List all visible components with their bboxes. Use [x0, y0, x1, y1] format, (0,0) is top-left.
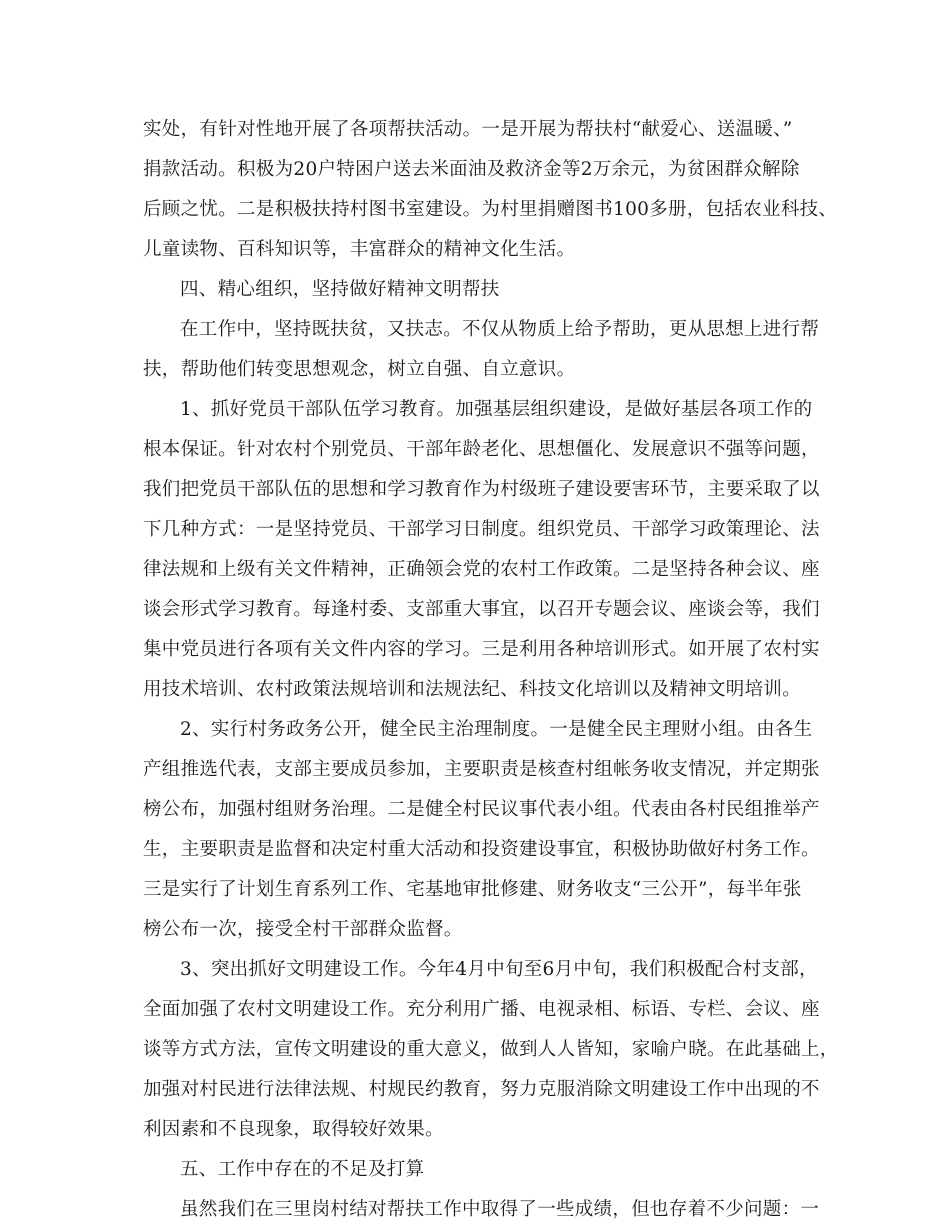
- body-line: 律法规和上级有关文件精神，正确领会党的农村工作政策。二是坚持各种会议、座: [143, 559, 820, 580]
- body-line: 榜公布，加强村组财务治理。二是健全村民议事代表小组。代表由各村民组推举产: [143, 799, 820, 820]
- body-line: 用技术培训、农村政策法规培训和法规法纪、科技文化培训以及精神文明培训。: [143, 679, 802, 700]
- body-line: 集中党员进行各项有关文件内容的学习。三是利用各种培训形式。如开展了农村实: [143, 639, 820, 660]
- body-line: 谈会形式学习教育。每逢村委、支部重大事宜，以召开专题会议、座谈会等，我们: [143, 599, 820, 620]
- body-line: 捐款活动。积极为20户特困户送去米面油及救济金等2万余元，为贫困群众解除: [143, 159, 800, 180]
- body-line: 3、突出抓好文明建设工作。今年4月中旬至6月中旬，我们积极配合村支部，: [180, 959, 818, 980]
- body-line: 后顾之忧。二是积极扶持村图书室建设。为村里捐赠图书100多册，包括农业科技、: [143, 199, 838, 220]
- body-line: 榜公布一次，接受全村干部群众监督。: [143, 919, 463, 940]
- body-line: 下几种方式：一是坚持党员、干部学习日制度。组织党员、干部学习政策理论、法: [143, 519, 820, 540]
- body-line: 生，主要职责是监督和决定村重大活动和投资建设事宜，积极协助做好村务工作。: [143, 839, 820, 860]
- body-line: 根本保证。针对农村个别党员、干部年龄老化、思想僵化、发展意识不强等问题，: [143, 439, 820, 460]
- body-line: 全面加强了农村文明建设工作。充分利用广播、电视录相、标语、专栏、会议、座: [143, 999, 820, 1020]
- body-line: 1、抓好党员干部队伍学习教育。加强基层组织建设，是做好基层各项工作的: [180, 399, 813, 420]
- body-line: 利因素和不良现象，取得较好效果。: [143, 1119, 444, 1140]
- section-heading: 四、精心组织，坚持做好精神文明帮扶: [180, 279, 500, 300]
- body-line: 2、实行村务政务公开，健全民主治理制度。一是健全民主理财小组。由各生: [180, 719, 813, 740]
- body-line: 谈等方式方法，宣传文明建设的重大意义，做到人人皆知，家喻户晓。在此基础上，: [143, 1039, 839, 1060]
- body-line: 产组推选代表，支部主要成员参加，主要职责是核查村组帐务收支情况，并定期张: [143, 759, 820, 780]
- body-line: 三是实行了计划生育系列工作、宅基地审批修建、财务收支“三公开”，每半年张: [143, 879, 802, 900]
- body-line: 儿童读物、百科知识等，丰富群众的精神文化生活。: [143, 239, 576, 260]
- section-heading: 五、工作中存在的不足及打算: [180, 1159, 425, 1180]
- body-line: 我们把党员干部队伍的思想和学习教育作为村级班子建设要害环节，主要采取了以: [143, 479, 820, 500]
- body-line: 实处，有针对性地开展了各项帮扶活动。一是开展为帮扶村“献爱心、送温暖、”: [143, 119, 793, 140]
- body-line: 加强对村民进行法律法规、村规民约教育，努力克服消除文明建设工作中出现的不: [143, 1079, 820, 1100]
- body-line: 在工作中，坚持既扶贫，又扶志。不仅从物质上给予帮助，更从思想上进行帮: [180, 319, 820, 340]
- body-line: 扶，帮助他们转变思想观念，树立自强、自立意识。: [143, 359, 576, 380]
- body-line: 虽然我们在三里岗村结对帮扶工作中取得了一些成绩，但也存着不少问题：一: [180, 1199, 820, 1220]
